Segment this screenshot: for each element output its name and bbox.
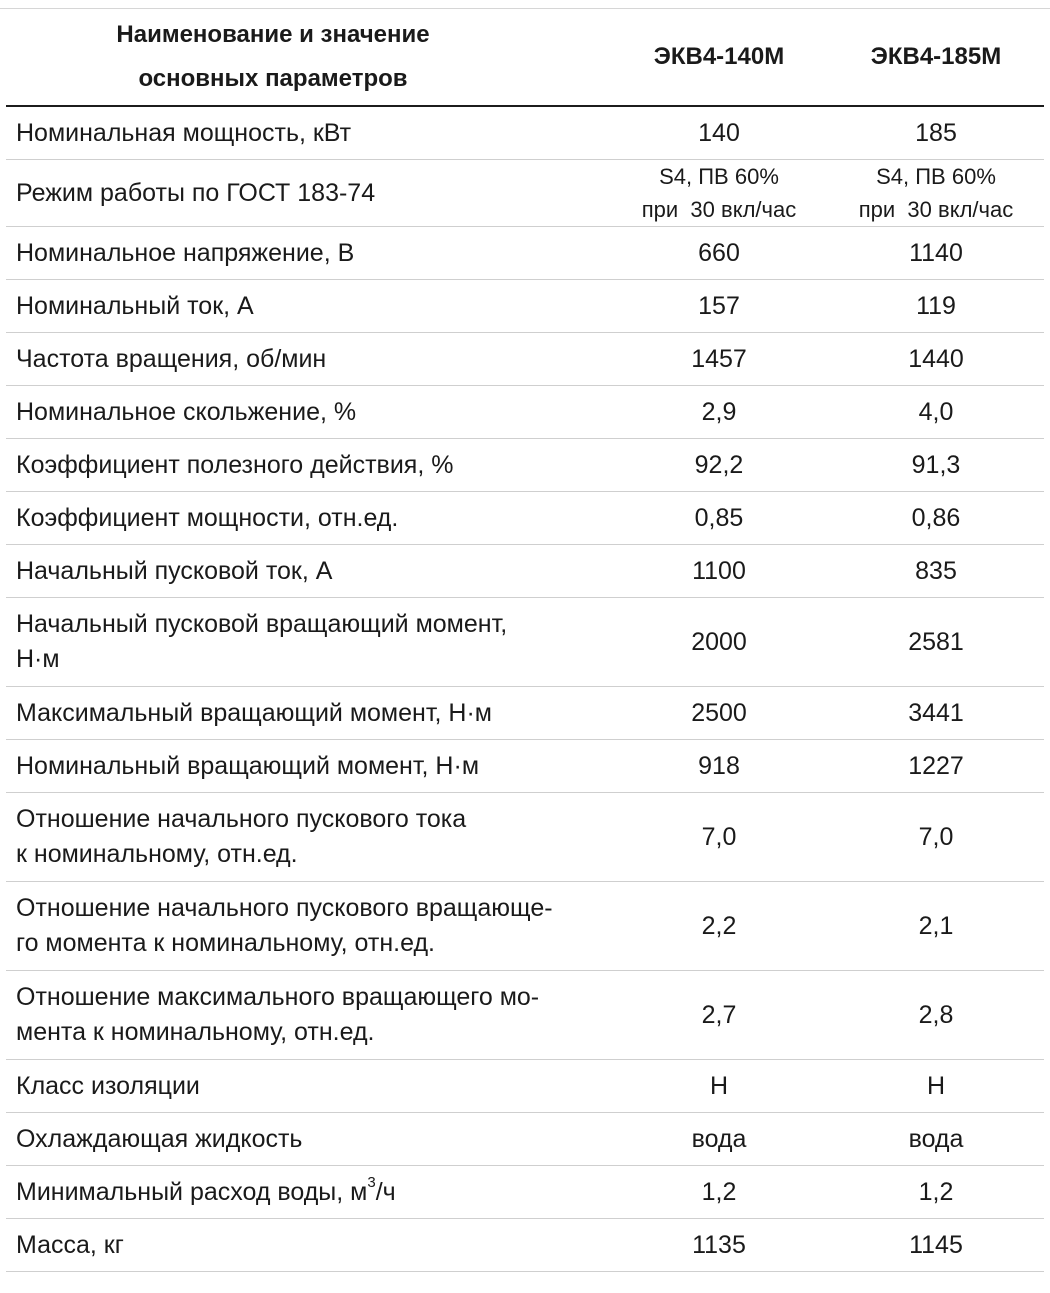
- value-line: 2,1: [918, 911, 954, 940]
- value-line: 2,9: [701, 397, 737, 426]
- parameter-name-line: го момента к номинальному, отн.ед.: [16, 929, 436, 957]
- model-2-value-cell: [828, 793, 1044, 882]
- model-1-value-cell: [610, 971, 828, 1060]
- model-1-value-cell: [610, 882, 828, 971]
- value-line: 91,3: [911, 450, 961, 479]
- model-1-value-cell: [610, 687, 828, 740]
- value-line: 0,85: [694, 503, 744, 532]
- parameter-name-line: Максимальный вращающий момент, Н·м: [16, 698, 492, 727]
- value-line: при 30 вкл/час: [641, 197, 797, 222]
- model-1-value-cell: [610, 1219, 828, 1272]
- parameter-name-cell: [6, 1060, 610, 1113]
- model-1-value-cell: [610, 227, 828, 280]
- value-line: 1140: [909, 238, 963, 267]
- value-line: Н: [926, 1071, 946, 1100]
- parameter-name-line: Коэффициент мощности, отн.ед.: [16, 503, 399, 532]
- table-row: [6, 687, 1044, 740]
- value-line: 119: [916, 291, 956, 320]
- model-2-value-cell: [828, 971, 1044, 1060]
- table-row: [6, 1060, 1044, 1113]
- model-2-value-cell: [828, 1113, 1044, 1166]
- unit-superscript: 3: [367, 1174, 376, 1192]
- model-1-value-cell: [610, 1060, 828, 1113]
- parameter-name-line: Номинальный вращающий момент, Н·м: [16, 751, 480, 780]
- table-row: [6, 333, 1044, 386]
- model-1-value-cell: [610, 386, 828, 439]
- parameter-name-cell: [6, 160, 610, 227]
- model-2-value-cell: [828, 1166, 1044, 1219]
- parameter-name-cell: [6, 492, 610, 545]
- parameter-name-line: Отношение максимального вращающего мо-: [16, 983, 540, 1011]
- model-1-column-header: ЭКВ4-140М: [610, 9, 828, 106]
- parameter-name-text: Минимальный расход воды, м: [16, 1177, 368, 1206]
- model-1-value-cell: [610, 160, 828, 227]
- table-body: [6, 106, 1044, 1272]
- value-line: S4, ПВ 60%: [659, 164, 779, 189]
- table-row: [6, 793, 1044, 882]
- model-2-column-header: ЭКВ4-185М: [828, 9, 1044, 106]
- parameter-column-header: [6, 9, 610, 106]
- parameter-name-line: мента к номинальному, отн.ед.: [16, 1018, 375, 1046]
- table-row: [6, 1113, 1044, 1166]
- value-line: 2000: [691, 627, 747, 656]
- parameter-name-cell: [6, 1113, 610, 1166]
- parameter-name-line: Коэффициент полезного действия, %: [16, 450, 454, 479]
- model-2-value-cell: [828, 227, 1044, 280]
- value-line: 1440: [908, 344, 964, 373]
- parameter-name-cell: [6, 227, 610, 280]
- unit-tail: /ч: [375, 1177, 396, 1206]
- model-2-value-cell: [828, 598, 1044, 687]
- value-line: вода: [908, 1124, 964, 1153]
- parameter-name-line: Начальный пусковой ток, А: [16, 556, 333, 585]
- parameter-name-cell: [6, 687, 610, 740]
- model-1-value-cell: [610, 106, 828, 160]
- model-1-value-cell: [610, 793, 828, 882]
- value-line: 1,2: [918, 1177, 954, 1206]
- value-line: при 30 вкл/час: [858, 197, 1014, 222]
- value-line: вода: [691, 1124, 747, 1153]
- parameter-header-line-2: основных параметров: [138, 65, 408, 92]
- table-row: [6, 439, 1044, 492]
- value-line: 140: [698, 118, 740, 147]
- value-line: S4, ПВ 60%: [876, 164, 996, 189]
- parameter-name-cell: [6, 333, 610, 386]
- table-header-row: [6, 9, 1044, 106]
- value-line: 0,86: [911, 503, 961, 532]
- value-line: 918: [698, 751, 740, 780]
- parameter-name-line: Номинальное скольжение, %: [16, 397, 357, 426]
- value-line: 3441: [908, 698, 964, 727]
- table-row: [6, 1219, 1044, 1272]
- model-1-value-cell: [610, 1166, 828, 1219]
- parameter-name-line: Частота вращения, об/мин: [16, 344, 327, 373]
- value-line: 7,0: [701, 822, 737, 851]
- parameter-name-cell: [6, 882, 610, 971]
- parameter-name-line: Отношение начального пускового тока: [16, 805, 467, 833]
- parameter-name-line: Начальный пусковой вращающий момент,: [16, 610, 508, 638]
- model-2-value-cell: [828, 160, 1044, 227]
- parameter-name-line: Класс изоляции: [16, 1071, 200, 1100]
- model-2-value-cell: [828, 687, 1044, 740]
- model-2-value-cell: [828, 740, 1044, 793]
- value-line: 835: [915, 556, 957, 585]
- value-line: 1100: [692, 556, 746, 585]
- parameter-name-line: Номинальный ток, А: [16, 291, 254, 320]
- model-1-value-cell: [610, 740, 828, 793]
- model-1-value-cell: [610, 333, 828, 386]
- table-row: [6, 1166, 1044, 1219]
- parameter-name-line: к номинальному, отн.ед.: [16, 840, 298, 868]
- parameter-header-line-1: Наименование и значение: [116, 21, 430, 48]
- table-row: [6, 227, 1044, 280]
- parameter-name-cell: [6, 386, 610, 439]
- value-line: 1145: [909, 1230, 963, 1259]
- model-1-value-cell: [610, 1113, 828, 1166]
- model-2-value-cell: [828, 1219, 1044, 1272]
- parameter-name-cell: [6, 106, 610, 160]
- value-line: 1227: [908, 751, 964, 780]
- model-2-value-cell: [828, 439, 1044, 492]
- table-row: [6, 545, 1044, 598]
- model-2-value-cell: [828, 106, 1044, 160]
- table-row: [6, 106, 1044, 160]
- table-row: [6, 971, 1044, 1060]
- value-line: 4,0: [918, 397, 954, 426]
- parameter-name-line: Режим работы по ГОСТ 183-74: [16, 178, 376, 207]
- parameter-name-line: Охлаждающая жидкость: [16, 1124, 303, 1153]
- model-2-value-cell: [828, 1060, 1044, 1113]
- table-row: [6, 598, 1044, 687]
- parameter-name-cell: [6, 280, 610, 333]
- table-row: [6, 280, 1044, 333]
- value-line: 2,2: [701, 911, 737, 940]
- parameter-name-line: Номинальное напряжение, В: [16, 238, 355, 267]
- table-row: [6, 386, 1044, 439]
- model-1-value-cell: [610, 280, 828, 333]
- parameter-name-line: Масса, кг: [16, 1230, 124, 1259]
- model-2-value-cell: [828, 492, 1044, 545]
- table-row: [6, 882, 1044, 971]
- parameter-name-cell: [6, 598, 610, 687]
- parameter-name-line: Н·м: [16, 645, 60, 673]
- value-line: 2,7: [701, 1000, 737, 1029]
- value-line: 1,2: [701, 1177, 737, 1206]
- table-row: [6, 740, 1044, 793]
- model-1-value-cell: [610, 545, 828, 598]
- table-row: [6, 492, 1044, 545]
- value-line: 2581: [908, 627, 964, 656]
- value-line: 157: [698, 291, 740, 320]
- value-line: 1135: [692, 1230, 746, 1259]
- parameter-name-cell: [6, 1166, 610, 1219]
- value-line: Н: [709, 1071, 729, 1100]
- model-2-value-cell: [828, 333, 1044, 386]
- value-line: 2500: [691, 698, 747, 727]
- model-2-value-cell: [828, 545, 1044, 598]
- value-line: 185: [915, 118, 957, 147]
- parameter-name-cell: [6, 971, 610, 1060]
- parameter-name-line: Номинальная мощность, кВт: [16, 118, 352, 147]
- model-2-value-cell: [828, 386, 1044, 439]
- table-row: [6, 160, 1044, 227]
- value-line: 7,0: [918, 822, 954, 851]
- parameter-name-cell: [6, 545, 610, 598]
- model-2-value-cell: [828, 882, 1044, 971]
- value-line: 660: [698, 238, 740, 267]
- parameter-name-cell: [6, 740, 610, 793]
- parameter-name-cell: [6, 793, 610, 882]
- model-1-value-cell: [610, 492, 828, 545]
- model-1-value-cell: [610, 598, 828, 687]
- specifications-table: [6, 9, 1044, 1272]
- model-1-value-cell: [610, 439, 828, 492]
- value-line: 2,8: [918, 1000, 954, 1029]
- parameter-name-cell: [6, 1219, 610, 1272]
- value-line: 1457: [691, 344, 747, 373]
- parameter-name-cell: [6, 439, 610, 492]
- parameter-name-line: Отношение начального пускового вращающе-: [16, 894, 553, 922]
- value-line: 92,2: [694, 450, 744, 479]
- parameter-name-line: [16, 1175, 610, 1210]
- model-2-value-cell: [828, 280, 1044, 333]
